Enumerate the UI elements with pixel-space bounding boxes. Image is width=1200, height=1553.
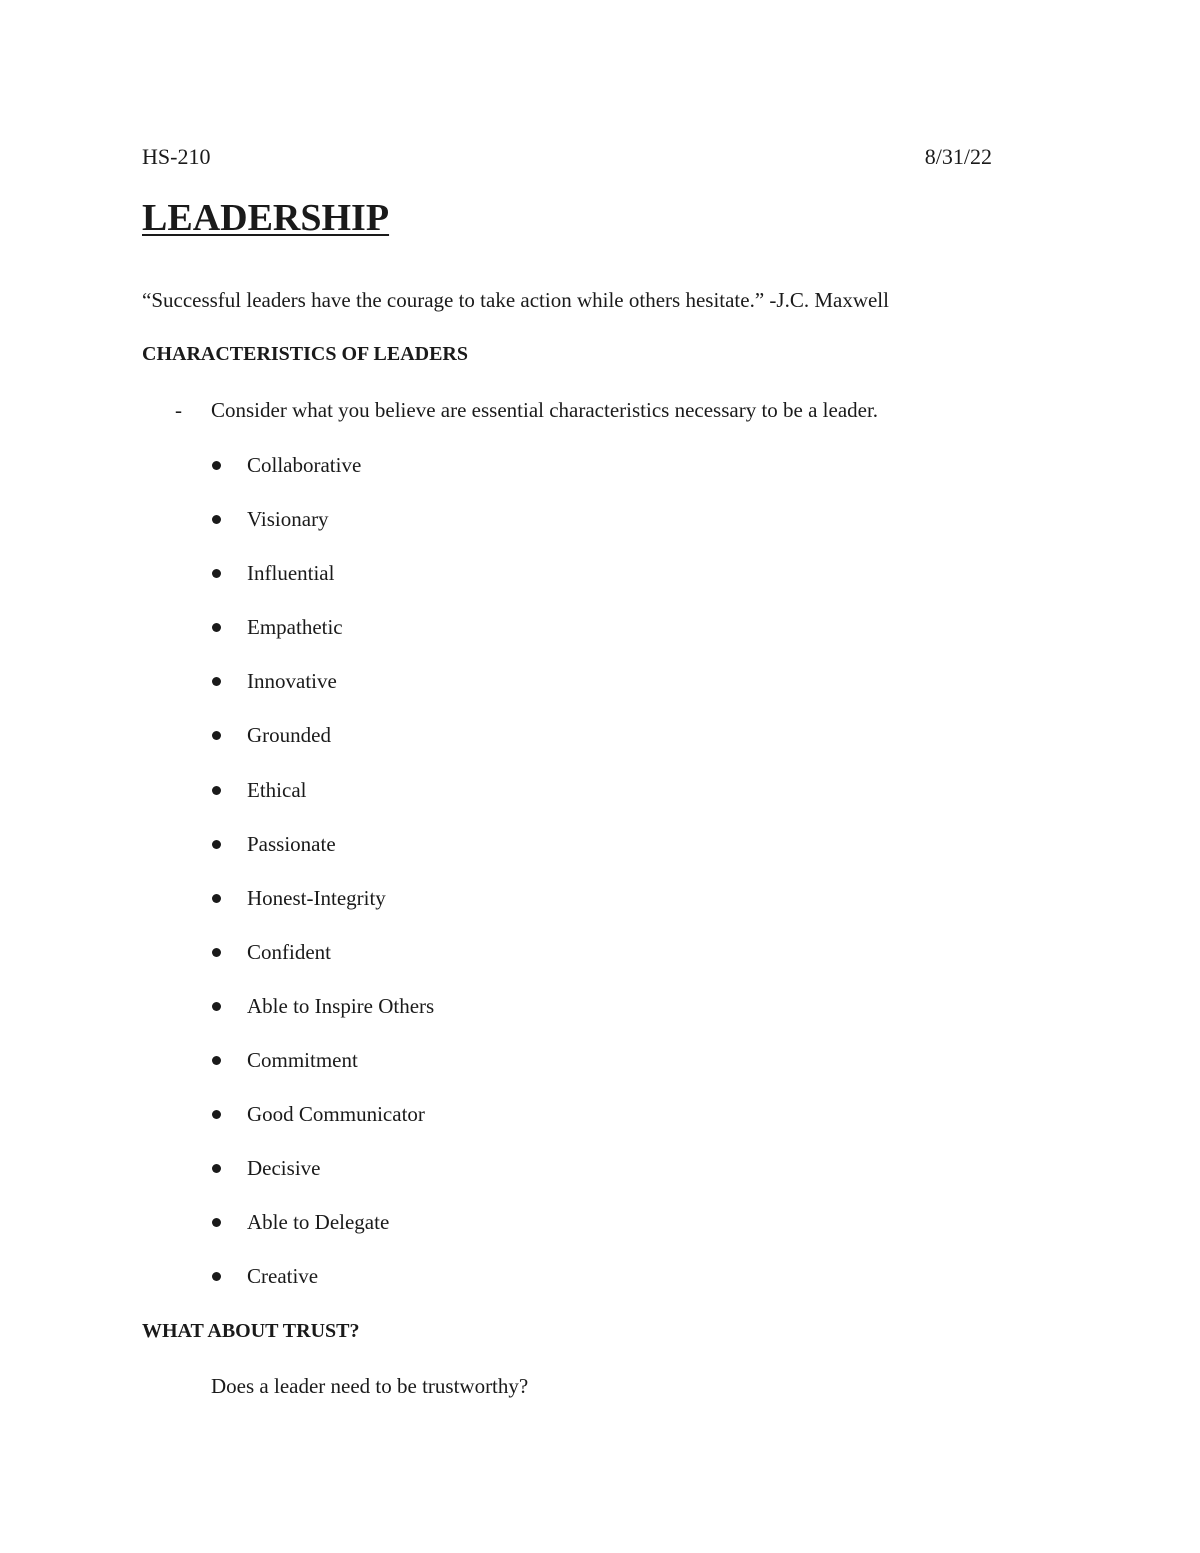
bullet-icon <box>212 731 221 740</box>
bullet-icon <box>212 840 221 849</box>
maxwell-quote: “Successful leaders have the courage to take action while others hesitate.” -J.C. Maxwell <box>142 288 889 312</box>
trait-label: Ethical <box>247 777 307 802</box>
bullet-icon <box>212 677 221 686</box>
bullet-icon <box>212 1056 221 1065</box>
bullet-icon <box>212 1002 221 1011</box>
trait-label: Creative <box>247 1264 319 1289</box>
list-item <box>0 1045 700 1099</box>
trait-label: Able to Delegate <box>247 1210 390 1235</box>
prompt-text: Consider what you believe are essential characteristics necessary to be a leader. <box>211 398 879 422</box>
characteristics-heading: CHARACTERISTICS OF LEADERS <box>142 343 468 365</box>
course-code: HS-210 <box>142 144 211 169</box>
list-item <box>0 666 700 720</box>
list-item <box>0 937 700 991</box>
list-item <box>0 612 700 666</box>
characteristics-prompt <box>142 395 1042 425</box>
list-item <box>0 883 700 937</box>
bullet-icon <box>212 461 221 470</box>
bullet-icon <box>212 1272 221 1281</box>
list-item <box>0 1153 700 1207</box>
dash-marker: - <box>175 398 182 422</box>
trait-label: Able to Inspire Others <box>247 993 435 1018</box>
bullet-icon <box>212 786 221 795</box>
trust-question: Does a leader need to be trustworthy? <box>211 1374 529 1398</box>
list-item <box>0 1207 700 1261</box>
trait-label: Good Communicator <box>247 1102 425 1127</box>
bullet-icon <box>212 515 221 524</box>
traits-list <box>0 450 700 1316</box>
bullet-icon <box>212 1164 221 1173</box>
list-item <box>0 720 700 774</box>
trait-label: Commitment <box>247 1048 358 1073</box>
list-item <box>0 775 700 829</box>
trust-heading: WHAT ABOUT TRUST? <box>142 1320 360 1342</box>
list-item <box>0 1099 700 1153</box>
trait-label: Innovative <box>247 669 337 694</box>
trait-label: Empathetic <box>247 615 343 640</box>
bullet-icon <box>212 1110 221 1119</box>
bullet-icon <box>212 623 221 632</box>
trait-label: Grounded <box>247 723 331 748</box>
trait-label: Confident <box>247 939 331 964</box>
document-date: 8/31/22 <box>924 144 992 169</box>
page-title: LEADERSHIP <box>142 197 390 239</box>
trait-label: Decisive <box>247 1156 321 1181</box>
list-item <box>0 504 700 558</box>
trait-label: Passionate <box>247 831 336 856</box>
document-header <box>142 142 992 172</box>
list-item <box>0 450 700 504</box>
bullet-icon <box>212 1218 221 1227</box>
bullet-icon <box>212 948 221 957</box>
trait-label: Visionary <box>247 507 329 532</box>
trait-label: Collaborative <box>247 453 362 477</box>
list-item <box>0 1261 700 1315</box>
list-item <box>0 991 700 1045</box>
bullet-icon <box>212 569 221 578</box>
bullet-icon <box>212 894 221 903</box>
trait-label: Influential <box>247 561 335 586</box>
list-item <box>0 829 700 883</box>
list-item <box>0 558 700 612</box>
trait-label: Honest-Integrity <box>247 885 386 910</box>
